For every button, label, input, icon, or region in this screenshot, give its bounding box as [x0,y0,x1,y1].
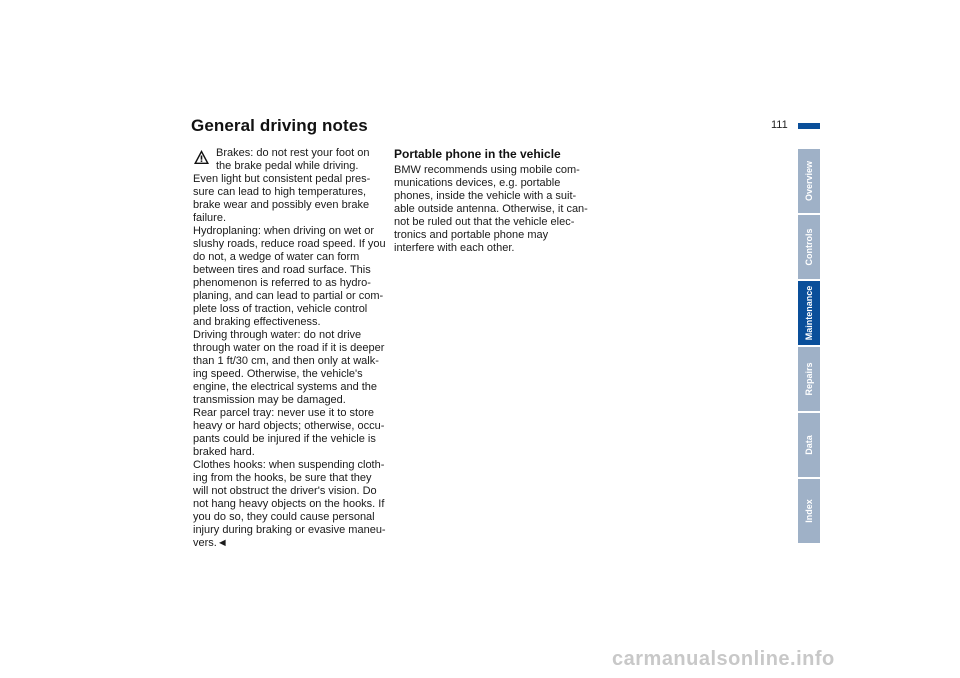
driving-notes-column [193,147,393,550]
portable-phone-section [394,147,594,255]
paragraph-clothes-hooks: Clothes hooks: when suspending cloth- ing from the hooks, be sure that they will not obstruct the driver's vision. Do not hang heavy objects on the hooks. If you do so, they could cause personal injury during braking or evasive maneu- vers.◄ [193,459,386,549]
page-number: 111 [771,119,788,131]
tab-label: Controls [804,228,814,266]
chapter-tabs [798,149,820,545]
section-body: BMW recommends using mobile com- munications devices, e.g. portable phones, inside the vehicle with a suit- able outside antenna. Otherwise, it can- not be ruled out that the vehicle elec- tronics and portable phone may interfere with each other. [394,164,588,254]
tab-controls[interactable] [798,215,820,279]
tab-label: Overview [804,160,814,202]
page-marker [798,123,820,129]
tab-overview[interactable] [798,149,820,213]
warning-triangle-icon [193,149,210,165]
section-heading: Portable phone in the vehicle [394,147,561,161]
watermark: carmanualsonline.info [612,648,835,670]
tab-label: Maintenance [804,285,814,341]
paragraph-brake-wear: Even light but consistent pedal pres- sure can lead to high temperatures, brake wear and possibly even brake failure. [193,173,371,224]
paragraph-hydroplaning: Hydroplaning: when driving on wet or slushy roads, reduce road speed. If you do not, a wedge of water can form between tires and road surface. This phenomenon is referred to as hydro- planing, and can lead to partial or com- plete loss of traction, vehicle control and braking effectiveness. [193,225,386,328]
paragraph-driving-through-water: Driving through water: do not drive through water on the road if it is deeper than 1 ft/30 cm, and then only at walk- ing speed. Otherwise, the vehicle's engine, the electrical systems and the transmission may be damaged. [193,329,385,406]
tab-label: Data [804,435,814,455]
page-title: General driving notes [191,116,368,135]
tab-repairs[interactable] [798,347,820,411]
tab-label: Repairs [804,362,814,396]
paragraph-rear-parcel-tray: Rear parcel tray: never use it to store heavy or hard objects; otherwise, occu- pants could be injured if the vehicle is braked hard. [193,407,385,458]
tab-index[interactable] [798,479,820,543]
tab-label: Index [804,499,814,523]
tab-data[interactable] [798,413,820,477]
tab-maintenance[interactable] [798,281,820,345]
warning-intro-text: Brakes: do not rest your foot on the brake pedal while driving. [216,147,370,172]
